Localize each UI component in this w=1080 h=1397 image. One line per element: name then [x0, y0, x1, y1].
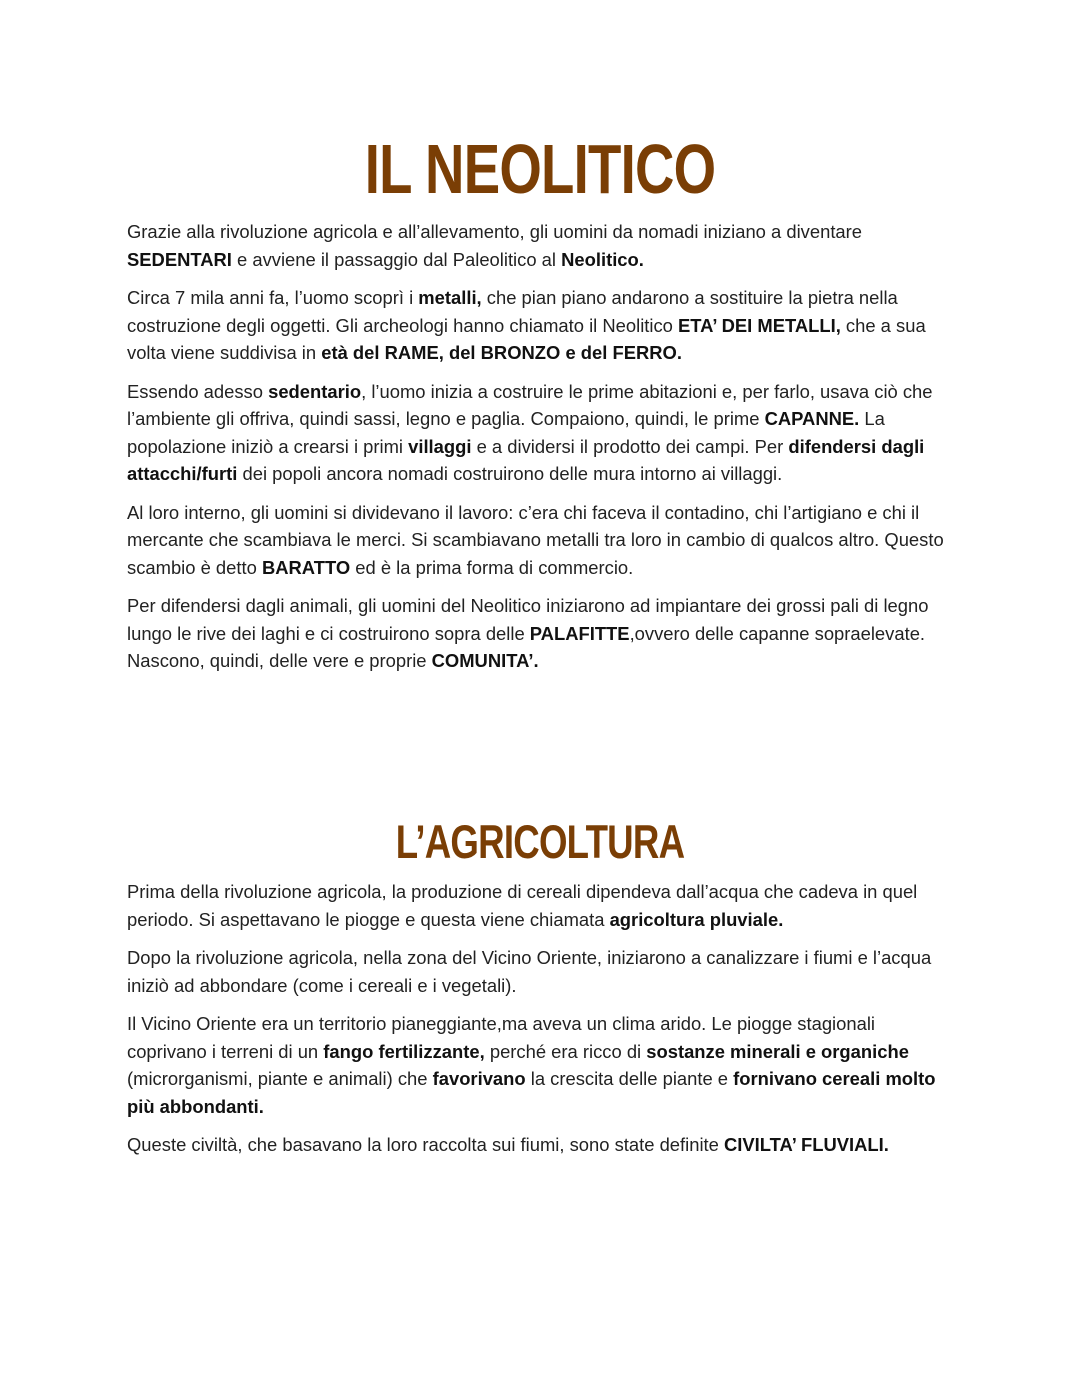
bold-text: sostanze minerali e organiche — [646, 1040, 909, 1062]
paragraph — [127, 499, 957, 582]
bold-text: PALAFITTE — [529, 622, 630, 644]
bold-text: SEDENTARI — [127, 248, 232, 270]
text-run: ed è la prima forma di commercio. — [350, 556, 634, 578]
bold-text: sedentario — [268, 380, 362, 402]
page-title-agricoltura: L’AGRICOLTURA — [395, 815, 685, 868]
text-run: Essendo adesso — [127, 380, 269, 402]
bold-text: favorivano — [432, 1068, 526, 1089]
paragraph — [127, 218, 957, 273]
text-run: che pian piano andarono a sostituire la pietra nella costruzione degli oggetti. Gli archeologi hanno chiamato il Neolitico — [127, 287, 898, 336]
text-run: dei popoli ancora nomadi costruirono delle mura intorno ai villaggi. — [237, 463, 783, 484]
text-run: ,ovvero delle capanne sopraelevate. Nascono, quindi, delle vere e proprie — [127, 622, 926, 671]
text-run: la crescita delle piante e — [525, 1068, 734, 1089]
text-run: e avviene il passaggio dal Paleolitico al — [231, 248, 562, 270]
bold-text: età del RAME, del BRONZO e del FERRO. — [321, 342, 682, 363]
bold-text: CAPANNE. — [764, 408, 860, 429]
paragraph — [127, 592, 957, 675]
paragraph — [127, 1010, 957, 1120]
text-run: Per difendersi dagli animali, gli uomini del Neolitico iniziarono ad impiantare dei grossi pali di legno lungo le rive dei laghi e ci costruirono sopra delle — [127, 595, 929, 644]
paragraph — [127, 878, 957, 933]
bold-text: fango fertilizzante, — [323, 1040, 485, 1062]
text-run: Dopo la rivoluzione agricola, nella zona del Vicino Oriente, iniziarono a canalizzare i fiumi e l’acqua iniziò ad abbondare (come i cereali e i vegetali). — [127, 947, 932, 996]
text-run: Prima della rivoluzione agricola, la produzione di cereali dipendeva dall’acqua che cadeva in quel periodo. Si aspettavano le piogge e questa viene chiamata — [127, 881, 918, 930]
page-title-neolitico: IL NEOLITICO — [364, 130, 716, 208]
paragraph — [127, 284, 957, 367]
text-run: Il Vicino Oriente era un territorio pianeggiante,ma aveva un clima arido. Le piogge stagionali coprivano i terreni di un — [127, 1013, 875, 1062]
text-run: Circa 7 mila anni fa, l’uomo scoprì i — [127, 287, 419, 308]
bold-text: ETA’ DEI METALLI, — [678, 314, 841, 336]
bold-text: CIVILTA’ FLUVIALI. — [724, 1134, 889, 1155]
text-run: Queste civiltà, che basavano la loro raccolta sui fiumi, sono state definite — [127, 1134, 724, 1155]
bold-text: metalli, — [418, 287, 482, 308]
bold-text: agricoltura pluviale. — [609, 908, 784, 930]
bold-text: villaggi — [408, 435, 472, 457]
bold-text: COMUNITA’. — [431, 650, 539, 671]
text-run: perché era ricco di — [484, 1040, 647, 1062]
bold-text: BARATTO — [261, 556, 351, 578]
text-run: che a sua volta viene suddivisa in — [127, 314, 926, 363]
text-run: (microrganismi, piante e animali) che — [127, 1068, 433, 1089]
bold-text: fornivano cereali molto più abbondanti. — [127, 1068, 936, 1117]
section-neolitico — [127, 218, 957, 686]
text-run: , l’uomo inizia a costruire le prime abitazioni e, per farlo, usava ciò che l’ambiente gli offriva, quindi sassi, legno e paglia. Compaiono, quindi, le prime — [127, 380, 933, 429]
text-run: Grazie alla rivoluzione agricola e all’allevamento, gli uomini da nomadi iniziano a diventare — [127, 221, 863, 242]
paragraph — [127, 1131, 957, 1159]
section-agricoltura — [127, 878, 957, 1170]
paragraph — [127, 944, 957, 999]
text-run: Al loro interno, gli uomini si dividevano il lavoro: c’era chi faceva il contadino, chi l’artigiano e chi il mercante che scambiava le merci. Si scambiavano metalli tra loro in cambio di qualcos altro. Questo scambio è detto — [127, 501, 944, 578]
paragraph — [127, 378, 957, 488]
text-run: e a dividersi il prodotto dei campi. Per — [471, 435, 789, 457]
text-run: La popolazione iniziò a crearsi i primi — [127, 408, 885, 457]
bold-text: difendersi dagli attacchi/furti — [127, 435, 925, 484]
bold-text: Neolitico. — [561, 248, 644, 270]
